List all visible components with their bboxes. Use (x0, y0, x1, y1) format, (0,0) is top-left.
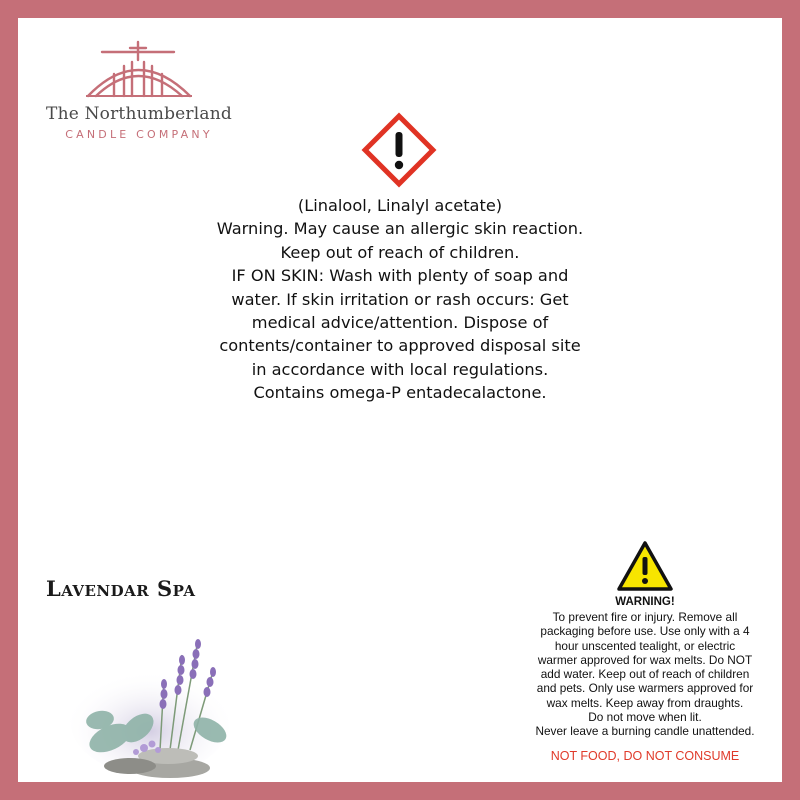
warning-line: packaging before use. Use only with a 4 (540, 624, 750, 639)
safety-warning (516, 540, 774, 763)
product-name: Lavendar Spa (46, 576, 196, 601)
bridge-emblem-icon (84, 38, 194, 100)
warning-line: wax melts. Keep away from draughts. (546, 695, 744, 710)
lavender-stones-illustration (70, 620, 240, 780)
hazard-line: water. If skin irritation or rash occurs: Get (231, 289, 569, 309)
label-panel (18, 18, 782, 782)
warning-line: and pets. Only use warmers approved for (536, 681, 754, 696)
warning-line: add water. Keep out of reach of children (540, 667, 750, 682)
hazard-line: Keep out of reach of children. (280, 242, 520, 262)
not-food-notice: NOT FOOD, DO NOT CONSUME (550, 748, 740, 763)
hazard-line: contents/container to approved disposal site (219, 336, 581, 356)
hazard-statement (175, 194, 625, 405)
warning-line: Never leave a burning candle unattended. (535, 724, 755, 739)
warning-line: hour unscented tealight, or electric (554, 638, 736, 653)
warning-triangle-icon (616, 540, 674, 592)
hazard-line: medical advice/attention. Dispose of (251, 313, 549, 333)
warning-title: WARNING! (615, 596, 675, 608)
brand-subtitle: CANDLE COMPANY (65, 128, 213, 141)
warning-body (516, 610, 774, 739)
hazard-line: Contains omega-P entadecalactone. (253, 383, 547, 403)
brand-name: The Northumberland (46, 104, 232, 124)
ghs-exclamation-icon (361, 112, 437, 188)
hazard-line: IF ON SKIN: Wash with plenty of soap and (231, 266, 569, 286)
hazard-line: Warning. May cause an allergic skin reaction. (216, 219, 584, 239)
warning-line: Do not move when lit. (588, 710, 702, 725)
warning-line: To prevent fire or injury. Remove all (552, 610, 738, 624)
hazard-line: in accordance with local regulations. (251, 359, 549, 379)
warning-line: warmer approved for wax melts. Do NOT (537, 652, 753, 667)
brand-logo (34, 38, 244, 168)
hazard-line: (Linalool, Linalyl acetate) (297, 196, 503, 215)
